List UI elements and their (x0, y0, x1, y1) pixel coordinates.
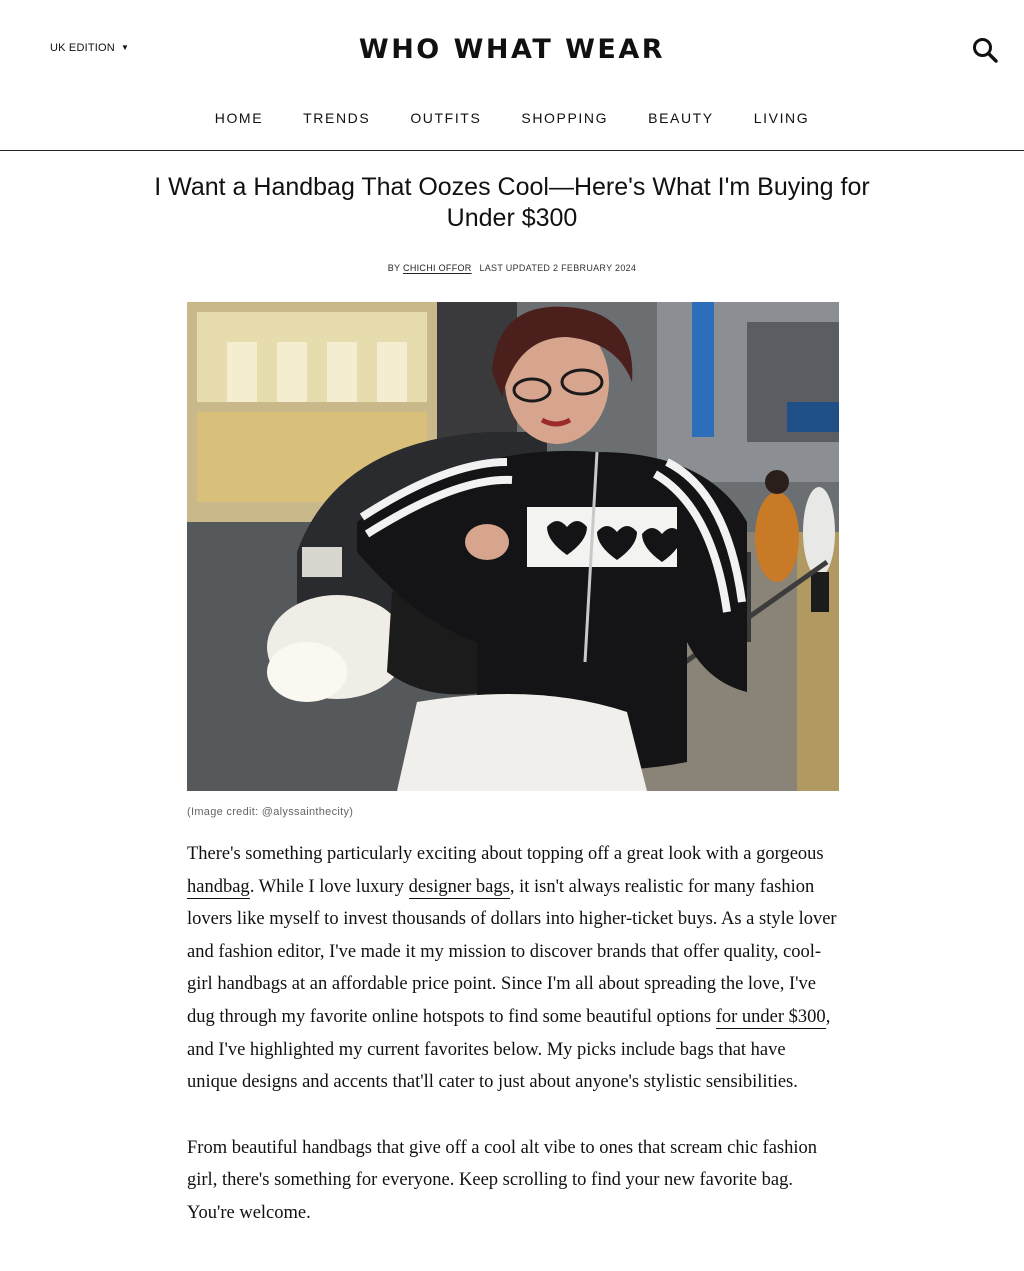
nav-home[interactable]: HOME (214, 110, 264, 126)
text-span: There's something particularly exciting about topping off a great look with a gorgeous (187, 844, 824, 864)
nav-outfits[interactable]: OUTFITS (410, 110, 482, 126)
nav-living[interactable]: LIVING (753, 110, 810, 126)
hero-image (187, 302, 839, 791)
text-span: , and I've highlighted my current favorites below. My picks include bags that have unique designs and accents that'll cater to just about anyone's stylistic sensibilities. (187, 1006, 831, 1093)
edition-label: UK EDITION (50, 42, 115, 54)
handbag-link[interactable]: handbag (187, 876, 250, 897)
site-logo[interactable]: WHO WHAT WEAR (358, 34, 666, 65)
image-credit: (Image credit: @alyssainthecity) (187, 806, 354, 818)
byline (0, 263, 1024, 273)
text-span: , it isn't always realistic for many fashion lovers like myself to invest thousands of dollars into higher-ticket buys. As a style lover and fashion editor, I've made it my mission to discover brands that offer quality, cool-girl handbags at an affordable price point. Since I'm all about spreading the love, I've dug through my favorite online hotspots to find some beautiful options (187, 876, 837, 1027)
paragraph-second: From beautiful handbags that give off a cool alt vibe to ones that scream chic fashion girl, there's something for everyone. Keep scrolling to find your new favorite bag. You're welcome. (187, 1137, 818, 1223)
byline-prefix: BY (387, 263, 401, 273)
last-updated: LAST UPDATED 2 FEBRUARY 2024 (479, 263, 637, 273)
text-span: . While I love luxury (249, 876, 409, 897)
nav-shopping[interactable]: SHOPPING (521, 110, 609, 126)
designer-bags-link[interactable]: designer bags (408, 876, 510, 897)
author-link[interactable]: CHICHI OFFOR (403, 263, 472, 273)
article-body (187, 838, 839, 1263)
main-nav (0, 110, 1024, 126)
search-icon[interactable] (972, 37, 998, 63)
article-title: I Want a Handbag That Oozes Cool—Here's What I'm Buying for Under $300 (154, 173, 870, 232)
nav-beauty[interactable]: BEAUTY (648, 110, 714, 126)
site-header (0, 0, 1024, 151)
caret-down-icon: ▼ (120, 43, 130, 52)
nav-trends[interactable]: TRENDS (303, 110, 371, 126)
paragraph-intro (187, 838, 839, 1099)
under-300-link[interactable]: for under $300 (715, 1006, 826, 1027)
